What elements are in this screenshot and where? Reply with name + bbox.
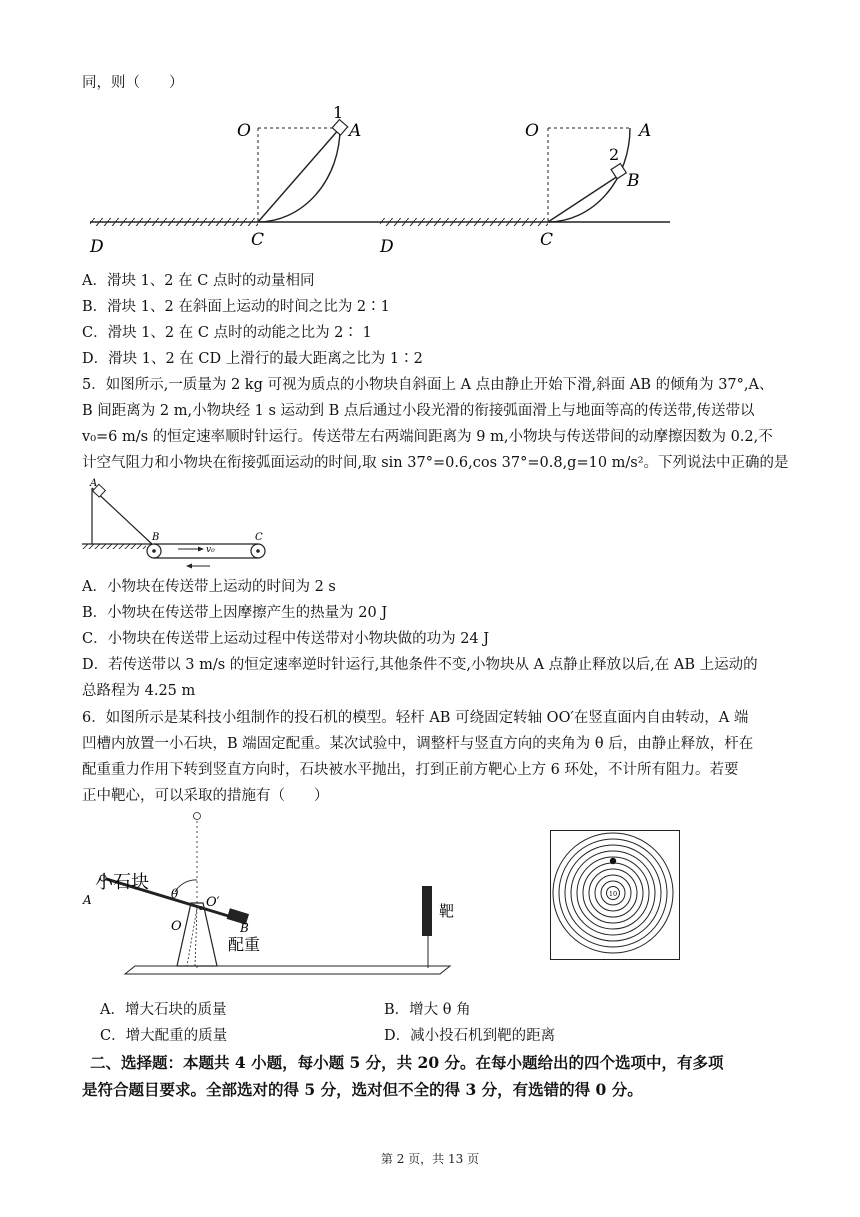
q6-stem-line-1: 6．如图所示是某科技小组制作的投石机的模型。轻杆 AB 可绕固定转轴 OO′在竖直面内自由转动，A 端: [82, 710, 749, 726]
q6-label-stone: 小石块: [95, 872, 149, 893]
fig1-label-block: 1: [333, 103, 344, 122]
q6-label-counterweight: 配重: [228, 935, 261, 954]
q5-label-B: B: [152, 532, 160, 543]
q6-label-target: 靶: [439, 902, 455, 920]
q6-stem-line-3: 配重重力作用下转到竖直方向时，石块被水平抛出，打到正前方靶心上方 6 环处，不计所有阻力。若要: [82, 762, 739, 778]
q6-label-B: B: [240, 921, 249, 935]
q6-label-A: A: [83, 893, 92, 907]
q4-option-b: B．滑块 1、2 在斜面上运动的时间之比为 2∶1: [82, 299, 390, 315]
page-footer: 第 2 页，共 13 页: [380, 1152, 480, 1166]
q6-label-O-prime: O′: [206, 895, 220, 910]
section2-heading-line-1: 二、选择题：本题共 4 小题，每小题 5 分，共 20 分。在每小题给出的四个选项中，有多项: [90, 1053, 724, 1072]
q6-label-theta: θ: [171, 887, 179, 901]
q5-option-b: B．小物块在传送带上因摩擦产生的热量为 20 J: [82, 605, 388, 621]
section2-heading-line-2: 是符合题目要求。全部选对的得 5 分，选对但不全的得 3 分，有选错的得 0 分。: [82, 1080, 643, 1099]
q6-option-c: C．增大配重的质量: [100, 1028, 228, 1044]
q6-option-a: A．增大石块的质量: [100, 1002, 227, 1018]
fig1-label-D: D: [90, 237, 104, 257]
q5-option-d-line-2: 总路程为 4.25 m: [82, 683, 196, 699]
q5-stem-line-1: 5．如图所示,一质量为 2 kg 可视为质点的小物块自斜面上 A 点由静止开始下滑,斜面 AB 的倾角为 37°,A、: [82, 377, 774, 393]
q5-stem-line-3: v₀=6 m/s 的恒定速率顺时针运行。传送带左右两端间距离为 9 m,小物块与传送带间的动摩擦因数为 0.2,不: [82, 429, 773, 445]
q5-option-d-line-1: D．若传送带以 3 m/s 的恒定速率逆时针运行,其他条件不变,小物块从 A 点静止释放以后,在 AB 上运动的: [82, 657, 758, 673]
q5-stem-line-4: 计空气阻力和小物块在衔接弧面运动的时间,取 sin 37°=0.6,cos 37°=0.8,g=10 m/s²。下列说法中正确的是: [82, 455, 789, 471]
q4-figure-1: [85, 100, 385, 260]
fig2-label-D: D: [380, 237, 394, 257]
fig1-label-C: C: [251, 230, 265, 250]
fig2-label-B: B: [627, 171, 640, 191]
q6-catapult-figure: [85, 808, 455, 988]
fig2-label-C: C: [540, 230, 554, 250]
q6-option-b: B．增大 θ 角: [384, 1002, 471, 1018]
fig2-label-A: A: [639, 121, 652, 141]
q4-figure-2: [375, 100, 675, 260]
fig1-label-O: O: [237, 121, 251, 141]
q4-option-c: C．滑块 1、2 在 C 点时的动能之比为 2∶ 1: [82, 325, 372, 341]
q4-option-d: D．滑块 1、2 在 CD 上滑行的最大距离之比为 1∶2: [82, 351, 423, 367]
q5-figure: [82, 478, 282, 568]
q5-stem-line-2: B 间距离为 2 m,小物块经 1 s 运动到 B 点后通过小段光滑的衔接弧面滑上与地面等高的传送带,传送带以: [82, 403, 755, 419]
q5-option-a: A．小物块在传送带上运动的时间为 2 s: [82, 579, 336, 595]
q4-stem-tail: 同，则（ ）: [82, 75, 184, 91]
q5-label-v: v₀: [206, 545, 215, 555]
q6-option-d: D．减小投石机到靶的距离: [384, 1028, 556, 1044]
q5-label-C: C: [255, 532, 263, 543]
fig1-label-A: A: [349, 121, 362, 141]
fig2-label-O: O: [525, 121, 539, 141]
q5-label-A: A: [90, 478, 98, 489]
q6-stem-line-2: 凹槽内放置一小石块，B 端固定配重。某次试验中，调整杆与竖直方向的夹角为 θ 后，由静止释放，杆在: [82, 736, 754, 752]
q6-target-face: [550, 830, 680, 960]
q5-option-c: C．小物块在传送带上运动过程中传送带对小物块做的功为 24 J: [82, 631, 490, 647]
q4-option-a: A．滑块 1、2 在 C 点时的动量相同: [82, 273, 315, 289]
q6-label-O: O: [171, 919, 182, 934]
q6-target-center-label: 10: [608, 890, 618, 898]
fig2-label-block: 2: [609, 145, 620, 164]
q6-stem-line-4: 正中靶心，可以采取的措施有（ ）: [82, 788, 329, 804]
